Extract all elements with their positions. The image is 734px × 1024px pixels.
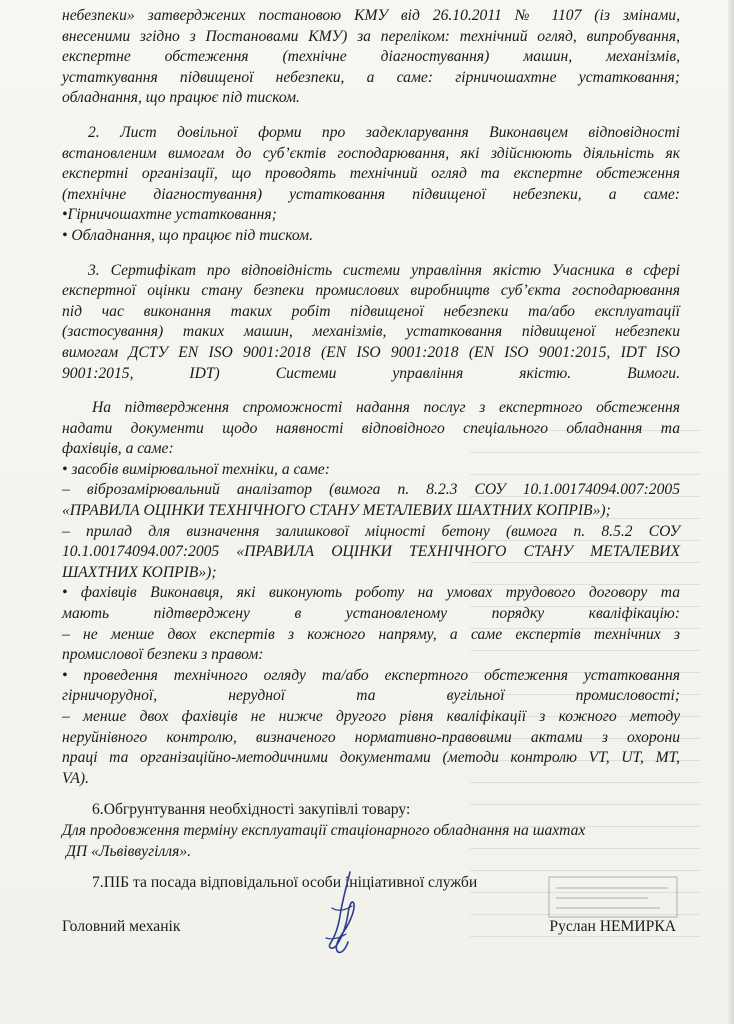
signatory-position: Головний механік (62, 918, 181, 935)
list-item: • засобів вимірювальної техніки, а саме: (62, 460, 330, 478)
text-line: промислової безпеки з правом: (62, 646, 264, 664)
list-item: • фахівців Виконавця, які виконують роботу на умовах трудового договору та (62, 584, 680, 602)
text-line: ДП «Львіввугілля». (66, 842, 192, 860)
page-edge-shadow (728, 0, 734, 1024)
intro-paragraph (62, 6, 680, 109)
section-heading: 6.Обгрунтування необхідності закупівлі товару: (92, 801, 411, 819)
list-item: •Гірничошахтне устатковання; (62, 206, 277, 224)
text-line: під час виконання таких робіт підвищеної небезпеки та/або експлуатації (62, 302, 680, 320)
list-item: – віброзамірювальний аналізатор (вимога п. 8.2.3 СОУ 10.1.00174094.007:2005 (62, 481, 680, 499)
text-line: встановленим вимогам до суб’єктів господарювання, які здійснюють діяльність як (62, 144, 680, 162)
text-line: надати документи щодо наявності відповідного спеціального обладнання та (62, 419, 680, 437)
text-line: гірничорудної, нерудної та вугільної промисловості; (62, 687, 680, 705)
text-line: внесеними згідно з Постановами КМУ) за переліком: технічний огляд, випробування, (62, 27, 680, 45)
list-item: – прилад для визначення залишкової міцності бетону (вимога п. 8.5.2 СОУ (62, 522, 680, 540)
list-item: • Обладнання, що працює під тиском. (62, 226, 313, 244)
list-item: • проведення технічного огляду та/або експертного обстеження устатковання (62, 666, 680, 684)
text-line: вимогам ДСТУ EN ISO 9001:2018 (EN ISO 9001:2018 (EN ISO 9001:2015, IDT ISO (62, 343, 680, 361)
section-6 (62, 800, 680, 862)
text-line: На підтвердження спроможності надання послуг з експертного обстеження (92, 399, 680, 417)
item-2-paragraph (62, 123, 680, 247)
text-line: фахівців, а саме: (62, 440, 174, 458)
text-line: праці та організаційно-методичними документами (методи контролю VT, UT, MT, (62, 749, 680, 767)
text-line: мають підтверджену в установленому порядку кваліфікацію: (62, 605, 680, 623)
text-line: експертної оцінки стану безпеки промислових виробництв суб’єкта господарювання (62, 282, 680, 300)
registration-stamp (548, 876, 678, 918)
text-line: 9001:2015, IDT) Системи управління якістю. Вимоги. (62, 364, 680, 382)
list-item: – менше двох фахівців не нижче другого рівня кваліфікації з кожного методу (62, 708, 680, 725)
confirmation-paragraph (62, 398, 680, 789)
signature-block (62, 918, 680, 942)
text-line: Для продовження терміну експлуатації стаціонарного обладнання на шахтах (62, 821, 586, 839)
text-line: експертні організації, що проводять технічний огляд та експертне обстеження (62, 165, 680, 183)
list-item: – не менше двох експертів з кожного напряму, а саме експертів технічних з (62, 625, 680, 643)
text-line: ШАХТНИХ КОПРІВ»); (62, 563, 217, 581)
document-body (62, 6, 680, 894)
item-3-paragraph (62, 261, 680, 385)
text-line: VA). (62, 769, 89, 787)
text-line: (застосування) таких машин, механізмів, устатковання підвищеної небезпеки (62, 323, 680, 341)
text-line: обладнання, що працює під тиском. (62, 89, 300, 107)
handwritten-signature (312, 868, 372, 958)
text-line: небезпеки» затверджених постановою КМУ від 26.10.2011 № 1107 (із змінами, (62, 7, 680, 24)
signatory-name: Руслан НЕМИРКА (549, 918, 676, 935)
section-7-heading: 7.ПІБ та посада відповідальної особи ініціативної служби (92, 874, 478, 892)
text-line: 10.1.00174094.007:2005 «ПРАВИЛА ОЦІНКИ ТЕХНІЧНОГО СТАНУ МЕТАЛЕВИХ (62, 543, 680, 561)
text-line: «ПРАВИЛА ОЦІНКИ ТЕХНІЧНОГО СТАНУ МЕТАЛЕВИХ ШАХТНИХ КОПРІВ»); (62, 502, 611, 520)
text-line: устаткування підвищеної небезпеки, а саме: гірничошахтне устатковання; (62, 68, 680, 86)
text-line: експертне обстеження (технічне діагностування) машин, механізмів, (62, 48, 680, 66)
text-line: неруйнівного контролю, визначеного нормативно-правовими актами з охорони (62, 728, 680, 746)
text-line: (технічне діагностування) устатковання підвищеної небезпеки, а саме: (62, 185, 680, 203)
text-line: 2. Лист довільної форми про задекларування Виконавцем відповідності (88, 123, 680, 141)
text-line: 3. Сертифікат про відповідність системи управління якістю Учасника в сфері (88, 261, 680, 279)
